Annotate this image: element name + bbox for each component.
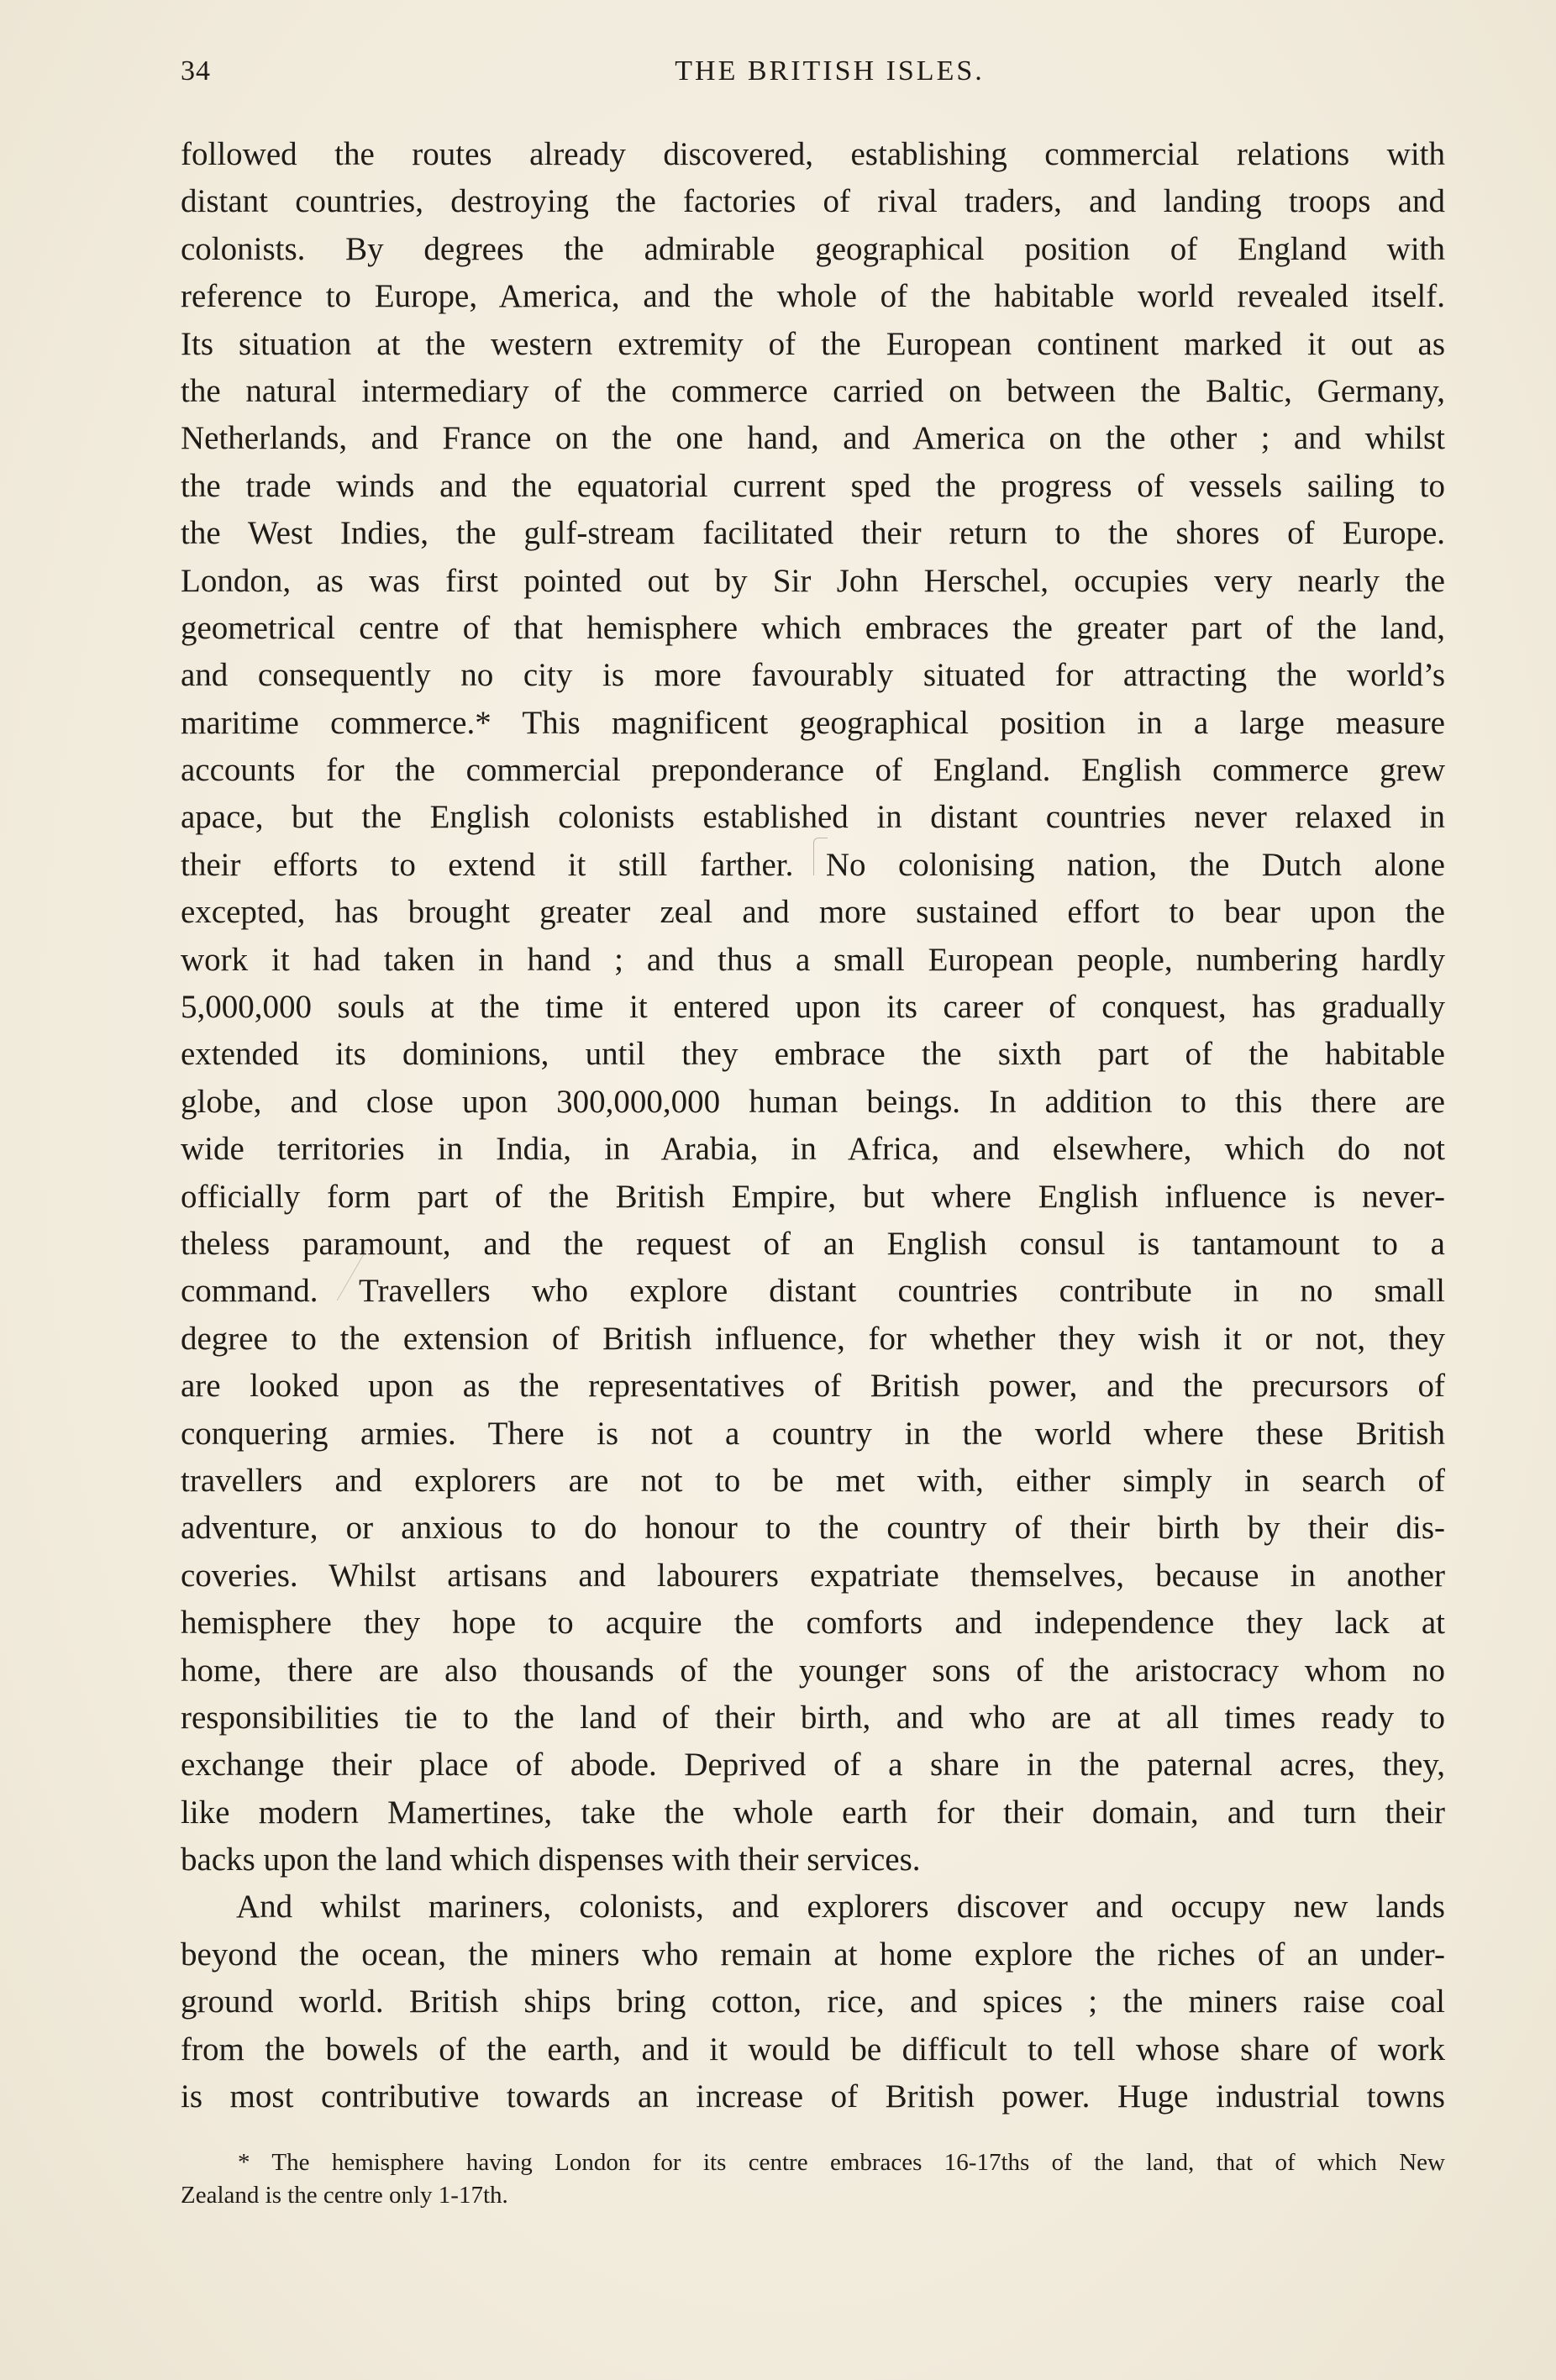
text-line: officially form part of the British Empire, but where English influence is never- bbox=[181, 1178, 1445, 1215]
text-line: Its situation at the western extremity of the European continent marked it out as bbox=[181, 325, 1445, 362]
text-line: responsibilities tie to the land of their birth, and who are at all times ready to bbox=[181, 1699, 1445, 1736]
text-line: like modern Mamertines, take the whole earth for their domain, and turn their bbox=[181, 1794, 1445, 1831]
text-line: degree to the extension of British influence, for whether they wish it or not, they bbox=[181, 1320, 1445, 1357]
text-line: travellers and explorers are not to be met with, either simply in search of bbox=[181, 1462, 1445, 1499]
text-line: apace, but the English colonists established in distant countries never relaxed in bbox=[181, 799, 1445, 836]
page-number: 34 bbox=[181, 55, 211, 87]
text-line: work it had taken in hand ; and thus a small European people, numbering hardly bbox=[181, 941, 1445, 978]
text-line: the West Indies, the gulf-stream facilitated their return to the shores of Europe. bbox=[181, 515, 1445, 552]
text-line: excepted, has brought greater zeal and more sustained effort to bear upon the bbox=[181, 894, 1445, 931]
pencil-bracket-mark bbox=[813, 838, 828, 875]
text-line: accounts for the commercial preponderance of England. English commerce grew bbox=[181, 752, 1445, 789]
text-line: colonists. By degrees the admirable geographical position of England with bbox=[181, 230, 1445, 267]
text-line: beyond the ocean, the miners who remain at home explore the riches of an under- bbox=[181, 1936, 1445, 1973]
body-text bbox=[181, 131, 1445, 2114]
text-line: geometrical centre of that hemisphere which embraces the greater part of the land, bbox=[181, 609, 1445, 646]
running-title: THE BRITISH ISLES. bbox=[675, 55, 985, 87]
text-line: maritime commerce.* This magnificent geographical position in a large measure bbox=[181, 704, 1445, 741]
running-head bbox=[181, 50, 1445, 101]
text-line: hemisphere they hope to acquire the comforts and independence they lack at bbox=[181, 1605, 1445, 1642]
text-line: distant countries, destroying the factories of rival traders, and landing troops and bbox=[181, 183, 1445, 220]
text-line: reference to Europe, America, and the whole of the habitable world revealed itself. bbox=[181, 278, 1445, 315]
text-line: ground world. British ships bring cotton, rice, and spices ; the miners raise coal bbox=[181, 1983, 1445, 2020]
text-line: command. Travellers who explore distant countries contribute in no small bbox=[181, 1273, 1445, 1310]
footnote-line: Zealand is the centre only 1-17th. bbox=[181, 2182, 508, 2209]
paragraph-start-line: And whilst mariners, colonists, and explorers discover and occupy new lands bbox=[236, 1889, 1445, 1926]
footnote-line: * The hemisphere having London for its centre embraces 16-17ths of the land, that of which New bbox=[238, 2149, 1445, 2176]
paragraph-end-line: backs upon the land which dispenses with their services. bbox=[181, 1841, 921, 1878]
text-line: wide territories in India, in Arabia, in Africa, and elsewhere, which do not bbox=[181, 1131, 1445, 1168]
text-line: the natural intermediary of the commerce carried on between the Baltic, Germany, bbox=[181, 372, 1445, 409]
footnote bbox=[181, 2146, 1445, 2222]
text-line: globe, and close upon 300,000,000 human beings. In addition to this there are bbox=[181, 1083, 1445, 1120]
text-line: their efforts to extend it still farther. No colonising nation, the Dutch alone bbox=[181, 846, 1445, 883]
text-line: 5,000,000 souls at the time it entered upon its career of conquest, has gradually bbox=[181, 989, 1445, 1026]
text-line: the trade winds and the equatorial current sped the progress of vessels sailing to bbox=[181, 467, 1445, 504]
text-line: extended its dominions, until they embrace the sixth part of the habitable bbox=[181, 1036, 1445, 1073]
text-line: and consequently no city is more favourably situated for attracting the world’s bbox=[181, 657, 1445, 694]
text-line: Netherlands, and France on the one hand, and America on the other ; and whilst bbox=[181, 420, 1445, 457]
text-line: adventure, or anxious to do honour to the country of their birth by their dis- bbox=[181, 1510, 1445, 1547]
text-line: home, there are also thousands of the younger sons of the aristocracy whom no bbox=[181, 1652, 1445, 1689]
text-line: followed the routes already discovered, establishing commercial relations with bbox=[181, 136, 1445, 172]
text-line: are looked upon as the representatives of British power, and the precursors of bbox=[181, 1368, 1445, 1405]
text-line: conquering armies. There is not a country in the world where these British bbox=[181, 1415, 1445, 1452]
text-line: coveries. Whilst artisans and labourers expatriate themselves, because in another bbox=[181, 1557, 1445, 1594]
text-line: from the bowels of the earth, and it would be difficult to tell whose share of work bbox=[181, 2031, 1445, 2067]
text-line: exchange their place of abode. Deprived of a share in the paternal acres, they, bbox=[181, 1747, 1445, 1784]
text-line: is most contributive towards an increase of British power. Huge industrial towns bbox=[181, 2078, 1445, 2115]
text-line: theless paramount, and the request of an English consul is tantamount to a bbox=[181, 1225, 1445, 1262]
text-line: London, as was first pointed out by Sir John Herschel, occupies very nearly the bbox=[181, 562, 1445, 599]
